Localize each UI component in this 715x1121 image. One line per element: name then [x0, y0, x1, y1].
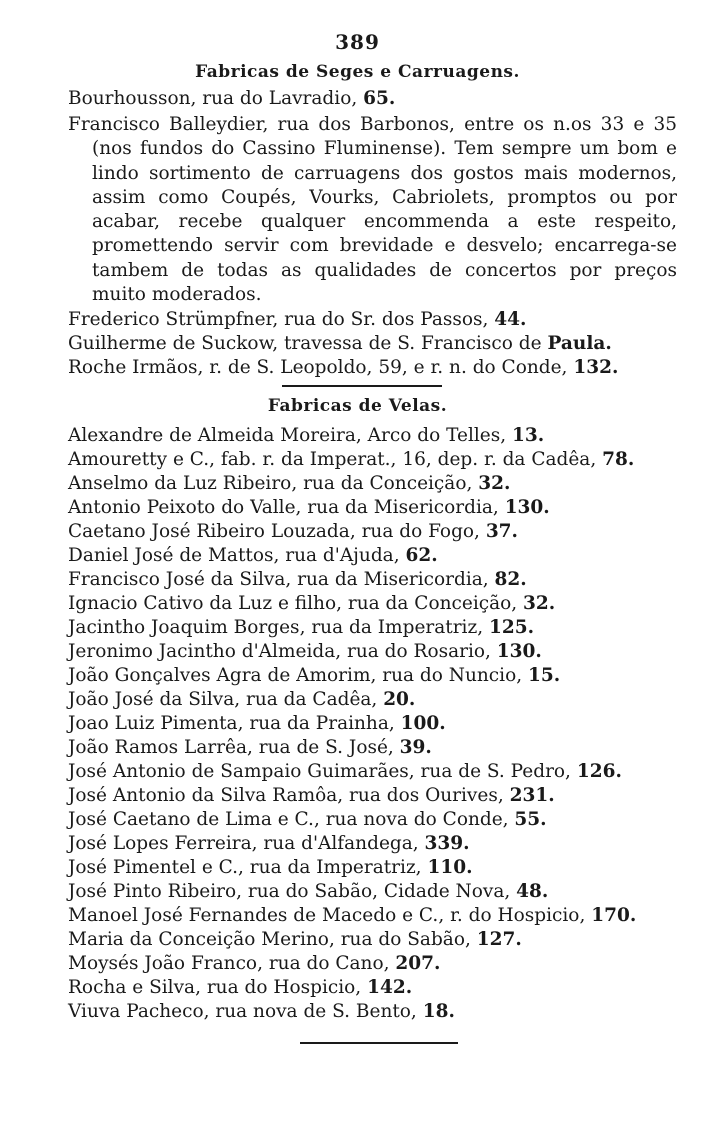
list-item [68, 308, 658, 332]
entry-address: , rua do Lavradio, [190, 88, 364, 109]
list-item [68, 472, 658, 496]
section-heading-seges: Fabricas de Seges e Carruagens. [195, 62, 520, 82]
entry-name: Bourhousson [68, 88, 191, 109]
entry-name: José Pinto Ribeiro [68, 881, 237, 902]
entry-address: , rua d'Alfandega, [251, 833, 425, 854]
entry-number: 130. [496, 641, 542, 662]
entry-address: , rua do Sr. dos Passos, [272, 309, 495, 330]
list-item [68, 520, 658, 544]
list-item [68, 592, 658, 616]
entry-name: Viuva Pacheco [68, 1001, 204, 1022]
list-item [68, 1000, 658, 1024]
entry-name: José Pimentel e C. [68, 857, 239, 878]
entry-address: , rua da Misericordia, [295, 497, 505, 518]
section-divider [282, 385, 442, 387]
list-item [68, 448, 658, 472]
entry-name: Roche Irmãos [68, 357, 198, 378]
entry-number: 130. [504, 497, 550, 518]
entry-address: , rua da Conceição, [336, 593, 524, 614]
list-item [68, 952, 658, 976]
entry-number: 339. [424, 833, 470, 854]
entry-address: , rua da Imperatriz, [238, 857, 428, 878]
entry-name: Maria da Conceição Merino [68, 929, 329, 950]
entry-address: , rua do Nuncio, [370, 665, 528, 686]
entry-number: 48. [516, 881, 549, 902]
entry-number: 100. [400, 713, 446, 734]
entry-number: 110. [427, 857, 473, 878]
entry-name: Daniel José de Mattos [68, 545, 274, 566]
entry-address: , r. do Hospicio, [438, 905, 592, 926]
entry-number: 39. [399, 737, 432, 758]
entry-name: Alexandre de Almeida Moreira [68, 425, 356, 446]
entry-address: , rua nova do Conde, [313, 809, 515, 830]
list-item [68, 832, 658, 856]
list-item [68, 880, 658, 904]
entry-name: Manoel José Fernandes de Macedo e C. [68, 905, 439, 926]
entry-address: , rua do Hospicio, [195, 977, 368, 998]
entry-number: 32. [523, 593, 556, 614]
entry-address: , rua da Misericordia, [285, 569, 495, 590]
entry-address: , travessa de S. Francisco de [272, 333, 548, 354]
section-heading-velas: Fabricas de Velas. [267, 396, 448, 416]
entry-number: 170. [591, 905, 637, 926]
entry-number: 65. [363, 88, 396, 109]
entry-name: João Gonçalves Agra de Amorim [68, 665, 371, 686]
entry-name: Frederico Strümpfner [68, 309, 273, 330]
entry-address: , rua da Prainha, [237, 713, 401, 734]
entry-name: Joao Luiz Pimenta [68, 713, 238, 734]
entry-number: 126. [576, 761, 622, 782]
list-item [68, 356, 658, 380]
entry-name: João Ramos Larrêa [68, 737, 248, 758]
entry-address: , rua do Cano, [257, 953, 396, 974]
entry-address: , rua do Sabão, [328, 929, 477, 950]
entry-number: 55. [514, 809, 547, 830]
entry-name: Jeronimo Jacintho d'Almeida [68, 641, 336, 662]
entry-number: 32. [478, 473, 511, 494]
entry-name: Ignacio Cativo da Luz e filho [68, 593, 337, 614]
list-item [68, 976, 658, 1000]
entry-number: 125. [488, 617, 535, 638]
list-item [68, 616, 658, 640]
entry-number: 18. [422, 1001, 455, 1022]
entry-name: Moysés João Franco [68, 953, 258, 974]
entry-name: Francisco José da Silva [68, 569, 286, 590]
entry-name: Francisco Balleydier [68, 114, 263, 135]
entry-number: 231. [509, 785, 555, 806]
entry-number: 37. [485, 521, 518, 542]
list-item [68, 736, 658, 760]
entry-name: Guilherme de Suckow [68, 333, 273, 354]
entry-address: , rua da Cadêa, [234, 689, 384, 710]
entry-number: 82. [494, 569, 527, 590]
end-divider [300, 1042, 458, 1044]
entry-address: , r. de S. Leopoldo, 59, e r. n. do Conde, [197, 357, 574, 378]
entry-name: Antonio Peixoto do Valle [68, 497, 296, 518]
entry-address: , rua de S. José, [247, 737, 400, 758]
entry-address: , rua da Conceição, [291, 473, 479, 494]
entry-address: , rua do Rosario, [335, 641, 497, 662]
entry-address: , Arco do Telles, [355, 425, 512, 446]
list-item [68, 568, 658, 592]
entry-name: Caetano José Ribeiro Louzada [68, 521, 350, 542]
entry-number: 62. [405, 545, 438, 566]
entry-number: 142. [367, 977, 413, 998]
entry-address: , fab. r. da Imperat., 16, dep. r. da Cadêa, [209, 449, 603, 470]
list-item [68, 640, 658, 664]
entry-name: Jacintho Joaquim Borges [68, 617, 300, 638]
entry-text: , rua dos Barbonos, entre os n.os 33 e 35 (nos fundos do Cassino Fluminense). Tem sempre um bom e lindo sortimento de carruagens dos gostos mais modernos, assim como Coupés, Vourks, Cabriolets, promptos ou por acabar, recebe qualquer encommenda a este respeito, promettendo servir com brevidade e desvelo; encarrega-se tambem de todas as qualidades de concertos por preços muito moderados. [92, 114, 678, 306]
list-item [68, 544, 658, 568]
entry-name: João José da Silva [68, 689, 235, 710]
entry-address: , rua dos Ourives, [337, 785, 510, 806]
list-item [68, 424, 658, 448]
entry-name: Amouretty e C. [68, 449, 210, 470]
entry-number: 78. [602, 449, 635, 470]
entry-address: , rua do Sabão, Cidade Nova, [236, 881, 517, 902]
entry-number: 13. [511, 425, 545, 446]
entry-name: José Antonio da Silva Ramôa [68, 785, 338, 806]
list-item [68, 496, 658, 520]
entry-number: 15. [528, 665, 561, 686]
entry-address: , rua de S. Pedro, [408, 761, 577, 782]
list-item [68, 87, 658, 111]
entry-name: Rocha e Silva [68, 977, 196, 998]
entry-name: José Lopes Ferreira [68, 833, 252, 854]
list-item [68, 113, 677, 307]
entry-number: 20. [383, 689, 416, 710]
list-item [68, 332, 658, 356]
entry-number: Paula. [547, 333, 612, 354]
list-item [68, 904, 658, 928]
entry-number: 207. [395, 953, 441, 974]
entry-name: Anselmo da Luz Ribeiro [68, 473, 292, 494]
entry-name: José Caetano de Lima e C. [68, 809, 314, 830]
list-item [68, 808, 658, 832]
list-item [68, 688, 658, 712]
list-item [68, 760, 658, 784]
list-item [68, 664, 658, 688]
entry-address: , rua d'Ajuda, [273, 545, 406, 566]
entry-number: 132. [573, 357, 619, 378]
entry-number: 44. [494, 309, 527, 330]
list-item [68, 856, 658, 880]
entry-address: , rua da Imperatriz, [299, 617, 489, 638]
list-item [68, 712, 658, 736]
entry-name: José Antonio de Sampaio Guimarães [68, 761, 409, 782]
entry-address: , rua nova de S. Bento, [203, 1001, 423, 1022]
entry-number: 127. [476, 929, 522, 950]
list-item [68, 784, 658, 808]
list-item [68, 928, 658, 952]
entry-address: , rua do Fogo, [349, 521, 486, 542]
page-number: 389 [335, 30, 380, 54]
